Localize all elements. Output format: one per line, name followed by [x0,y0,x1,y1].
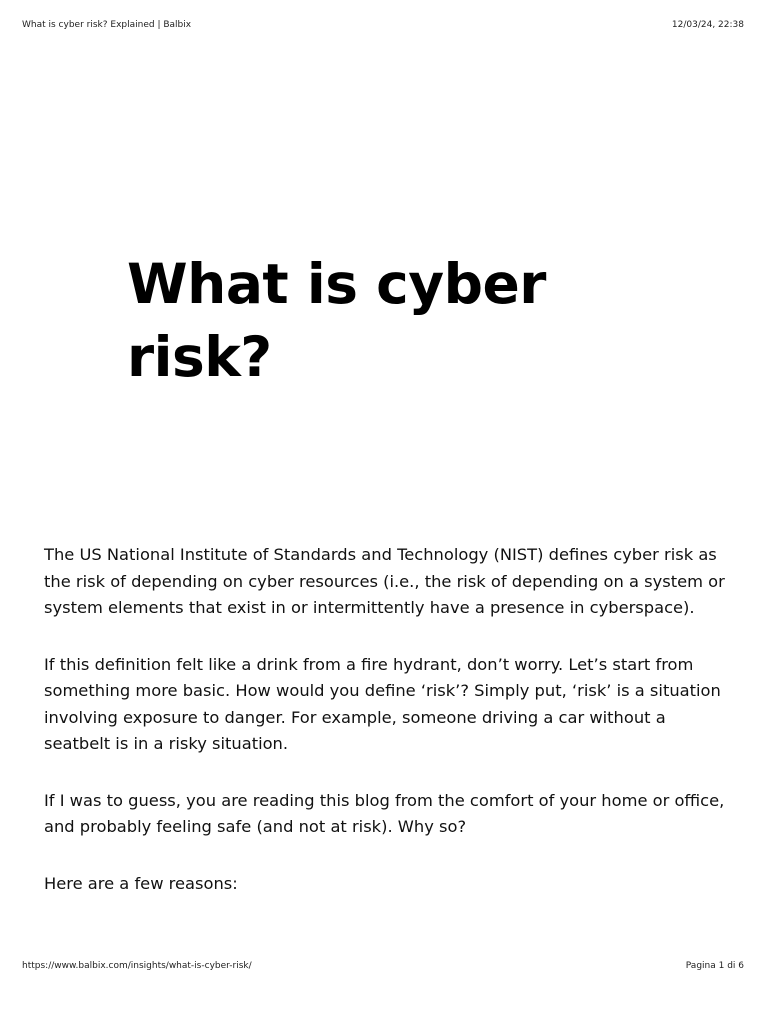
print-footer [22,961,744,971]
paragraph-nist-definition: The US National Institute of Standards and Technology (NIST) defines cyber risk as the risk of depending on cyber resources (i.e., the risk of depending on a system or system elements that exist in or intermittently have a presence in cyberspace). [44,545,725,617]
paragraph-reasons-intro: Here are a few reasons: [44,873,238,893]
article-body [44,542,734,927]
paragraph-feeling-safe: If I was to guess, you are reading this blog from the comfort of your home or office, and probably feeling safe (and not at risk). Why so? [44,790,725,836]
footer-url: https://www.balbix.com/insights/what-is-cyber-risk/ [22,961,252,971]
header-page-title: What is cyber risk? Explained | Balbix [22,20,192,30]
paragraph-risk-explained: If this definition felt like a drink from a fire hydrant, don’t worry. Let’s start from something more basic. How would you define ‘risk’? Simply put, ‘risk’ is a situation involving exposure to danger. For example, someone driving a car without a seatbelt is in a risky situation. [44,654,721,753]
article-title: What is cyber risk? [127,252,546,389]
footer-page-number: Pagina 1 di 6 [685,961,744,971]
header-datetime: 12/03/24, 22:38 [671,20,744,30]
print-header [22,20,744,30]
